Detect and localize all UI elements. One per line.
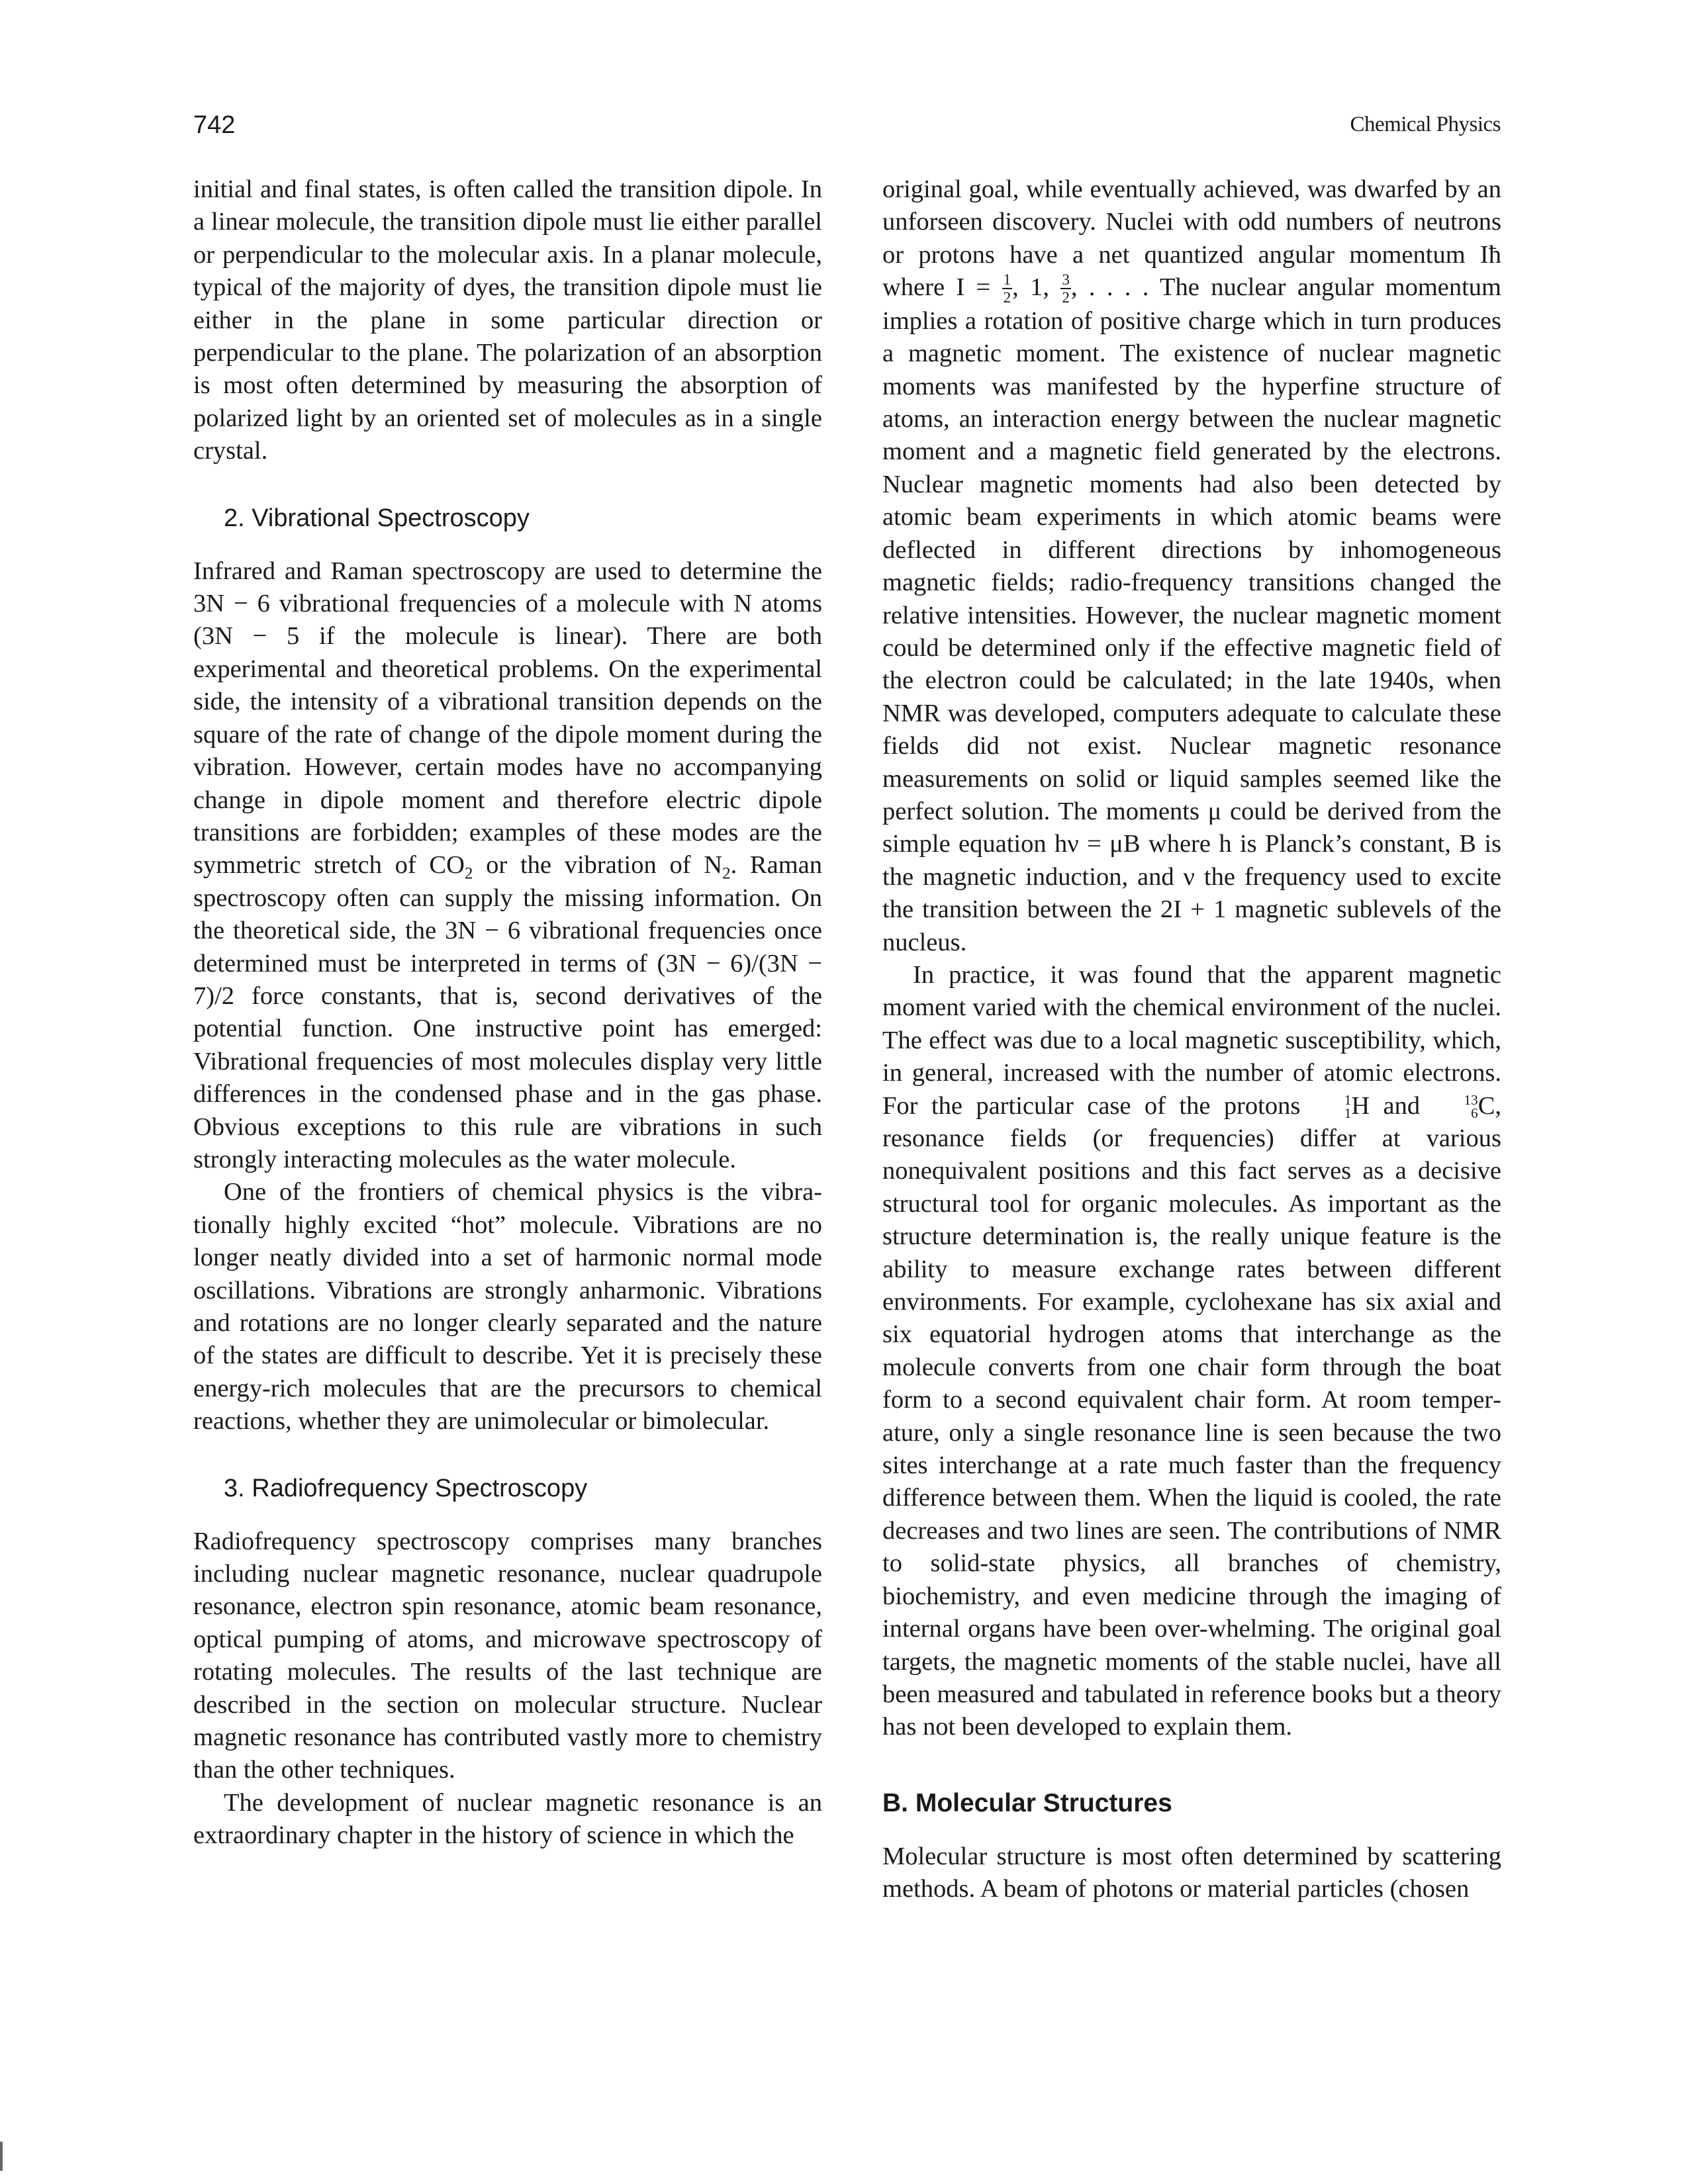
atomic-number: 6 — [1471, 1105, 1478, 1121]
paragraph-chemical-environment — [882, 959, 1501, 1744]
scan-margin-mark — [0, 2142, 3, 2171]
text-run: In practice, it was found that the apparent magnetic moment varied with the chemical environment of the nuclei. The effect was due to a local magnetic susceptibility, which, in general, increased with the number of atomic electrons. For the particular case of the protons — [882, 960, 1501, 1120]
page-number: 742 — [193, 111, 236, 139]
paragraph-scattering-methods: Molecular structure is most often determined by scattering methods. A beam of photons or material particles (chosen — [882, 1842, 1501, 1903]
fraction-numerator: 1 — [1003, 271, 1011, 289]
atomic-number: 1 — [1344, 1105, 1352, 1121]
text-run: , 1, — [1012, 273, 1061, 302]
isotope-notation — [1434, 1093, 1478, 1120]
fraction-denominator: 2 — [1003, 288, 1011, 306]
section-heading-vibrational-spectroscopy: 2. Vibrational Spectroscopy — [224, 504, 530, 532]
isotope-notation — [1314, 1093, 1352, 1120]
text-run: or the vibration of N — [473, 851, 723, 880]
paragraph-transition-dipole: initial and final states, is often called the transition dipole. In a linear molecule, the transition dipole must lie either parallel or perpendicular to the molecular axis. In a planar molecule, typical of the majority of dyes, the transition dipole must lie either in the plane in some particular direction or perpendicular to the plane. The polarization of an absorption is most often determined by measuring the absorption of polarized light by an oriented set of molecules as in a single crystal. — [193, 175, 822, 465]
text-run: , resonance fields (or frequencies) differ at various nonequivalent positions and this fact serves as a decisive structural tool for organic molecules. As important as the structure determination is, the really unique feature is the ability to measure exchange rates between different environments. For example, cyclohexane has six axial and six equatorial hydrogen atoms that interchange as the molecule converts from one chair form through the boat form to a second equivalent chair form. At room temperature, only a single resonance line is seen because the two sites interchange at a rate much faster than the frequency difference between them. When the liquid is cooled, the rate decreases and two lines are seen. The contributions of NMR to solid-state physics, all branches of chemistry, biochemistry, and even medicine through the imaging of internal organs have been over-whelming. The original goal targets, the magnetic moments of the stable nuclei, have all been measured and tabulated in reference books but a theory has not been developed to explain them. — [882, 1091, 1501, 1741]
fraction-numerator: 3 — [1062, 271, 1070, 289]
text-run: , . . . . The nuclear angular momentum implies a rotation of positive charge which in turn produces a magnetic moment. The existence of nuclear magnetic moments was manifested by the hyperfine structure of atoms, an interaction energy between the nuclear magnetic moment and a magnetic field generated by the electrons. Nuclear magnetic moments had also been detected by atomic beam experiments in which atomic beams were deflected in different directions by inhomogeneous magnetic fields; radio-frequency transitions changed the relative intensities. However, the nuclear magnetic moment could be determined only if the effective magnetic field of the electron could be calculated; in the late 1940s, when NMR was developed, computers adequate to calculate these fields did not exist. Nuclear magnetic resonance measurements on solid or liquid samples seemed like the perfect solution. The moments μ could be derived from the simple equation hν = μB where h is Planck’s constant, B is the magnetic induction, and ν the frequency used to excite the transition between the 2I + 1 magnetic sublevels of the nucleus. — [882, 273, 1501, 956]
mass-number: 1 — [1344, 1091, 1352, 1108]
element-symbol: C — [1477, 1091, 1495, 1120]
fraction-one-half — [1002, 271, 1013, 305]
paragraph-radiofrequency-branches: Radiofrequency spectroscopy comprises many branches including nuclear magnetic resonance, nuclear quadrupole resonance, electron spin resonance, atomic beam resonance, optical pumping of atoms, and microwave spectroscopy of rotating molecules. The results of the last technique are described in the section on molecular structure. Nuclear magnetic resonance has contributed vastly more to chemistry than the other techniques. — [193, 1527, 822, 1784]
running-title: Chemical Physics — [1350, 113, 1501, 136]
right-column — [882, 173, 1501, 1906]
section-heading-molecular-structures: B. Molecular Structures — [882, 1788, 1172, 1817]
mass-number: 13 — [1464, 1091, 1478, 1108]
text-run: and — [1370, 1091, 1434, 1120]
running-head — [193, 111, 1501, 144]
paragraph-hot-molecule: One of the frontiers of chemical physics is the vibrationally highly excited “hot” molecule. Vibrations are no longer neatly divided into a set of harmonic normal mode oscillations. Vibrations are strongly anharmonic. Vibrations and rotations are no longer clearly separated and the nature of the states are difficult to describe. Yet it is precisely these energy-rich molecules that are the precursors to chemical reactions, whether they are unimolecular or bimolecular. — [193, 1178, 822, 1435]
text-run: Infrared and Raman spectroscopy are used to determine the 3N − 6 vibrational frequencies of a molecule with N atoms (3N − 5 if the molecule is linear). There are both experimental and theoretical problems. On the experimental side, the intensity of a vibrational transition depends on the square of the rate of change of the dipole moment during the vibration. However, certain modes have no accompanying change in dipole moment and therefore electric dipole transitions are forbidden; examples of these modes are the symmetric stretch of CO — [193, 557, 822, 880]
fraction-denominator: 2 — [1062, 288, 1070, 306]
paragraph-nuclear-angular-momentum — [882, 173, 1501, 959]
subscript: 2 — [464, 865, 473, 883]
subscript: 2 — [722, 865, 731, 883]
element-symbol: H — [1351, 1091, 1370, 1120]
fraction-three-halves — [1060, 271, 1071, 305]
paragraph-infrared-raman — [193, 555, 822, 1177]
left-column — [193, 173, 822, 1852]
text-run: original goal, while eventually achieved, was dwarfed by an unforseen discovery. Nuclei with odd numbers of neutrons or protons have a net quantized angular momentum Iħ where I = — [882, 175, 1501, 302]
text-run: . Raman spectroscopy often can supply the missing information. On the theoretical side, the 3N − 6 vibrational frequencies once determined must be interpreted in terms of (3N − 6)/(3N − 7)/2 force constants, that is, second derivatives of the potential function. One instructive point has emerged: Vibrational frequencies of most molecules display very little differences in the condensed phase and in the gas phase. Obvious exceptions to this rule are vibrations in such strongly interacting molecules as the water molecule. — [193, 851, 822, 1173]
section-heading-radiofrequency-spectroscopy: 3. Radiofrequency Spectroscopy — [224, 1474, 588, 1502]
paragraph-nmr-development: The development of nuclear magnetic resonance is an extraordinary chapter in the history of science in which the — [193, 1788, 822, 1850]
